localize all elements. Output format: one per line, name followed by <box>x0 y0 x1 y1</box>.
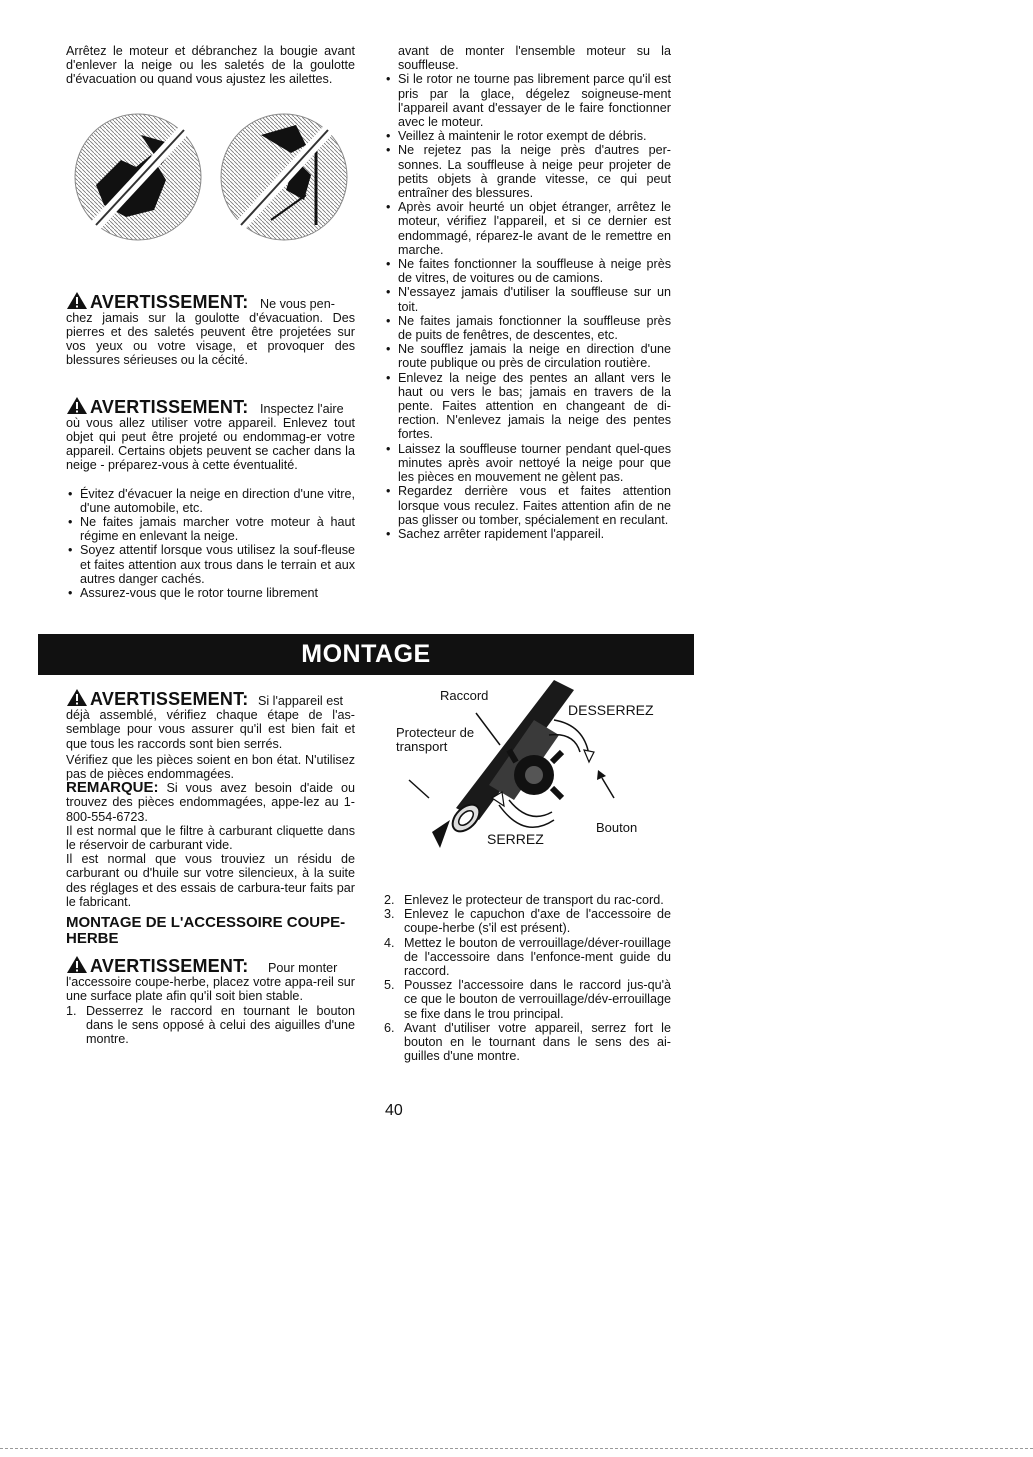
list-item <box>384 978 671 1021</box>
residue-note: Il est normal que vous trouviez un résidu de carburant ou d'huile sur votre silencieux, à la suite des réglages et des essais de carbura-teur faits par le fabricant. <box>66 852 355 909</box>
assembly-warning <box>66 688 355 708</box>
filter-note: Il est normal que le filtre à carburant cliquette dans le réservoir de carburant vide. <box>66 823 355 853</box>
assembly-steps-right <box>384 893 671 1063</box>
check-parts-paragraph: Vérifiez que les pièces soient en bon état. N'utilisez pas de pièces endommagées. <box>66 752 355 782</box>
warning-title: AVERTISSEMENT: <box>90 396 249 417</box>
list-item <box>66 1004 355 1047</box>
left-top-column <box>66 44 355 600</box>
step-number: 4. <box>384 935 395 950</box>
bouton-label: Bouton <box>596 820 638 835</box>
step-text: Avant d'utiliser votre appareil, serrez fort le bouton en le tournant dans le sens des ai-guilles d'une montre. <box>404 1020 671 1064</box>
trimmer-warning <box>66 955 355 975</box>
step-text: Enlevez le capuchon d'axe de l'accessoire de coupe-herbe (s'il est présent). <box>404 907 671 936</box>
list-item: • Veillez à maintenir le rotor exempt de débris. <box>384 129 671 143</box>
list-item: • Ne faites jamais marcher votre moteur à haut régime en enlevant la neige. <box>66 515 355 543</box>
no-hands-illustration <box>66 105 355 255</box>
step-number: 2. <box>384 893 395 907</box>
assembly-steps-left <box>66 1004 355 1047</box>
list-item: • Après avoir heurté un objet étranger, arrêtez le moteur, vérifiez l'appareil, et si ce dernier est endommagé, réparez-le avant de le remettre en marche. <box>384 200 671 257</box>
warning-body: où vous allez utiliser votre appareil. Enlevez tout objet qui peut être projeté ou endommag-er votre appareil. Certains objets peuvent se cacher dans la neige - préparez-vous à cette éventualité. <box>66 415 355 473</box>
step-number: 3. <box>384 907 395 922</box>
remarque-label: REMARQUE: <box>66 779 159 797</box>
list-item: • Enlevez la neige des pentes an allant vers le haut ou vers le bas; jamais en travers de la pente. Faites attention en changeant de di-rection. N'enlevez jamais la neige des pentes fortes. <box>384 371 671 442</box>
page-edge-divider <box>0 1448 1033 1449</box>
list-item: • Si le rotor ne tourne pas librement parce qu'il est pris par la glace, dégelez soigneuse-ment l'appareil avant d'essayer de le faire fonctionner avec le moteur. <box>384 72 671 129</box>
list-item: • Soyez attentif lorsque vous utilisez la souf-fleuse et faites attention aux trous dans le terrain et aux autres danger cachés. <box>66 543 355 586</box>
warning-lead: Pour monter <box>267 961 338 976</box>
remarque-body: Si vous avez besoin d'aide ou trouvez des pièces endommagées, appe-lez au 1-800-554-6723. <box>66 781 356 824</box>
right-top-column <box>384 44 671 541</box>
warning-title: AVERTISSEMENT: <box>90 291 249 312</box>
warning-block-2 <box>66 396 355 473</box>
list-item: • Sachez arrêter rapidement l'appareil. <box>384 527 671 541</box>
section-subheading: MONTAGE DE L'ACCESSOIRE COUPE-HERBE <box>66 914 346 948</box>
warning-lead: Ne vous pen- <box>259 296 335 311</box>
list-item: • N'essayez jamais d'utiliser la souffleuse sur un toit. <box>384 285 671 313</box>
desserrez-label: DESSERREZ <box>568 702 654 718</box>
step-text: Desserrez le raccord en tournant le bouton dans le sens opposé à celui des aiguilles d'une montre. <box>86 1003 355 1047</box>
push-arrow-icon <box>432 820 450 848</box>
warning-title: AVERTISSEMENT: <box>90 956 249 977</box>
remarque-paragraph <box>66 781 355 824</box>
list-item <box>384 1021 671 1064</box>
warning-triangle-icon <box>66 291 88 310</box>
warning-triangle-icon <box>66 396 88 415</box>
safety-bullet-list <box>384 72 671 541</box>
list-item: • Ne faites fonctionner la souffleuse à neige près de vitres, de voitures ou de camions. <box>384 257 671 285</box>
list-item: • Regardez derrière vous et faites attention lorsque vous reculez. Faites attention afin de ne pas glisser ou tomber, spécialement en reculant. <box>384 484 671 527</box>
safety-bullet-list <box>66 487 355 601</box>
warning-block-1 <box>66 291 355 368</box>
step-number: 1. <box>66 1003 77 1018</box>
warning-body: chez jamais sur la goulotte d'évacuation. Des pierres et des saletés peuvent être projetées sur vos yeux ou votre visage, et provoquer des blessures sérieuses ou la cécité. <box>66 310 355 368</box>
warning-body: l'accessoire coupe-herbe, placez votre appa-reil sur une surface plate afin qu'il soit bien stable. <box>66 975 355 1004</box>
raccord-label: Raccord <box>440 688 489 703</box>
warning-lead: Si l'appareil est <box>257 694 343 708</box>
warning-triangle-icon <box>66 955 88 974</box>
left-bottom-column <box>66 688 355 1046</box>
list-item <box>384 936 671 979</box>
warning-lead: Inspectez l'aire <box>259 401 344 416</box>
continuation-paragraph: avant de monter l'ensemble moteur su la souffleuse. <box>398 44 671 73</box>
warning-body: déjà assemblé, vérifiez chaque étape de l'as-semblage pour vous assurer qu'il est bien fait et que tous les raccords sont bien serrés. <box>66 708 355 751</box>
step-text: Enlevez le protecteur de transport du rac-cord. <box>404 893 664 907</box>
prohibition-illustration <box>66 105 355 255</box>
step-number: 6. <box>384 1020 395 1035</box>
warning-triangle-icon <box>66 688 88 707</box>
coupling-figure <box>384 680 684 855</box>
list-item <box>384 893 671 907</box>
warning-title: AVERTISSEMENT: <box>90 689 249 709</box>
step-number: 5. <box>384 978 395 993</box>
step-text: Poussez l'accessoire dans le raccord jus-qu'à ce que le bouton de verrouillage/dév-errouillage se fixe dans le trou principal. <box>404 978 671 1021</box>
list-item: • Ne faites jamais fonctionner la souffleuse près de puits de fenêtres, de descentes, etc. <box>384 314 671 342</box>
list-item: • Évitez d'évacuer la neige en direction d'une vitre, d'une automobile, etc. <box>66 487 355 515</box>
intro-paragraph: Arrêtez le moteur et débranchez la bougie avant d'enlever la neige ou les saletés de la goulotte d'évacuation ou quand vous ajustez les ailettes. <box>66 44 355 87</box>
tighten-arrow-icon <box>499 805 554 827</box>
list-item: • Assurez-vous que le rotor tourne librement <box>66 586 355 600</box>
list-item: • Ne soufflez jamais la neige en direction d'une route publique ou près de circulation routière. <box>384 342 671 370</box>
serrez-label: SERREZ <box>487 831 544 847</box>
list-item: • Ne rejetez pas la neige près d'autres per-sonnes. La souffleuse à neige peur projeter de petits objets à grande vitesse, ce qui peut entraîner des blessures. <box>384 143 671 200</box>
list-item: • Laissez la souffleuse tourner pendant quel-ques minutes après avoir nettoyé la neige pour que les pièces en mouvement ne gèlent pas. <box>384 442 671 485</box>
list-item <box>384 907 671 935</box>
page-number: 40 <box>385 1102 403 1119</box>
section-banner: MONTAGE <box>38 634 694 675</box>
protecteur-label: Protecteur de transport <box>396 725 475 754</box>
step-text: Mettez le bouton de verrouillage/déver-rouillage de l'accessoire dans l'enfonce-ment guide du raccord. <box>404 935 671 979</box>
right-bottom-column <box>384 893 671 1063</box>
